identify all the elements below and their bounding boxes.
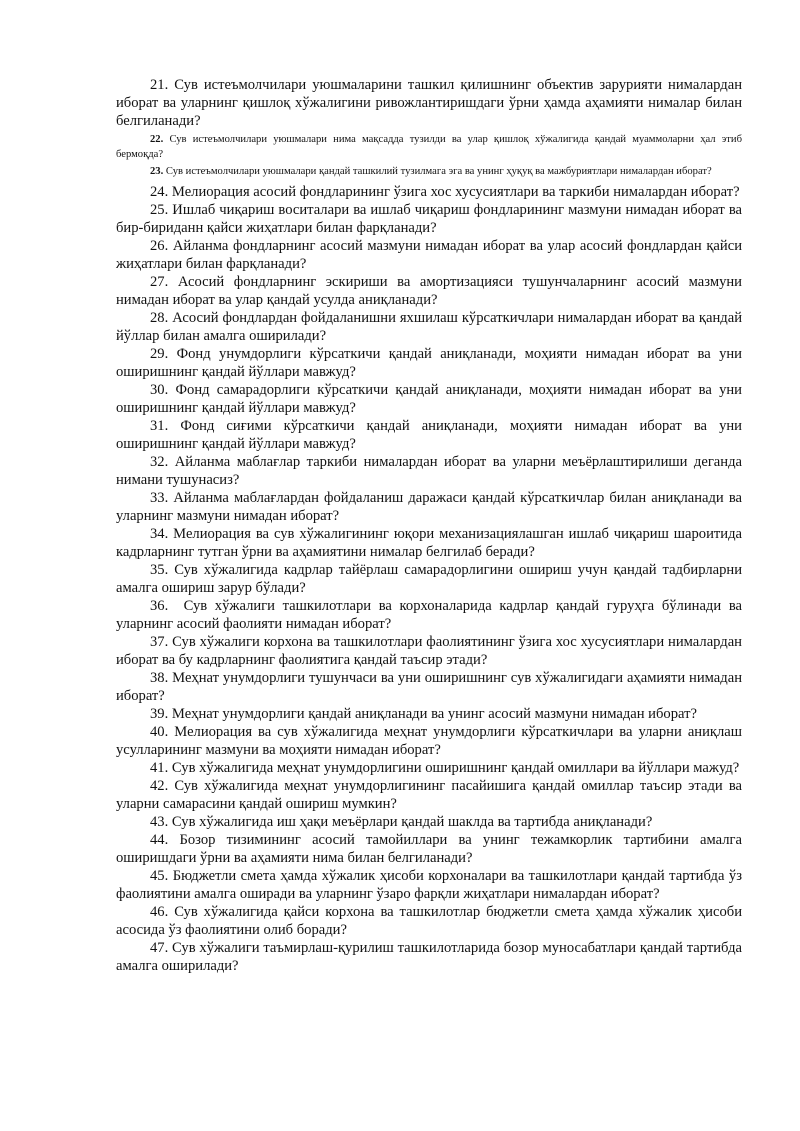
question-28 xyxy=(116,309,742,345)
question-text: Сув истеъмолчилари уюшмалари қандай ташкилий тузилмага эга ва унинг ҳуқуқ ва мажбуриятлари нималардан иборат? xyxy=(165,166,712,177)
question-number: 40. xyxy=(150,723,169,740)
question-42 xyxy=(116,777,742,813)
question-text: Сув хўжалигида меҳнат унумдорлигининг пасайишига қандай омиллар таъсир этади ва уларни самарасини қандай ошириш мумкин? xyxy=(116,777,742,812)
question-text: Фонд сиғими кўрсаткичи қандай аниқланади, моҳияти нимадан иборат ва уни оширишнинг қандай йўллари мавжуд? xyxy=(116,417,742,452)
question-text: Сув хўжалигида иш ҳақи меъёрлари қандай шаклда ва тартибда аниқланади? xyxy=(171,813,653,830)
question-text: Сув хўжалиги таъмирлаш-қурилиш ташкилотларида бозор муносабатлари қандай тартибда амалга оширилади? xyxy=(116,939,742,974)
question-number: 21. xyxy=(150,77,169,93)
question-text: Сув хўжалигида меҳнат унумдорлигини оширишнинг қандай омиллари ва йўллари мажуд? xyxy=(171,759,740,776)
question-number: 29. xyxy=(150,345,169,362)
question-39 xyxy=(116,705,742,723)
question-22 xyxy=(116,133,742,162)
question-27 xyxy=(116,273,742,309)
question-25 xyxy=(116,201,742,237)
question-number: 47. xyxy=(150,939,169,956)
question-text: Сув истеъмолчилари уюшмалари нима мақсадда тузилди ва улар қишлоқ хўжалигида қандай муаммоларни ҳал этиб бермоқда? xyxy=(116,134,742,160)
question-number: 30. xyxy=(150,381,169,398)
question-text: Сув истеъмолчилари уюшмаларини ташкил қилишнинг объектив зарурияти нималардан иборат ва уларнинг қишлоқ хўжалигини ривожлантиришдаги ўрни ҳамда аҳамияти нималар билан белгиланади? xyxy=(116,77,742,129)
question-text: Сув хўжалигида кадрлар тайёрлаш самарадорлигини ошириш учун қандай тадбирларни амалга ошириш зарур бўлади? xyxy=(116,561,742,596)
question-text: Асосий фондларнинг эскириши ва амортизацияси тушунчаларнинг асосий мазмуни нимадан иборат ва улар қандай усулда аниқланади? xyxy=(116,273,742,308)
question-23 xyxy=(116,165,742,180)
question-number: 36. xyxy=(150,597,169,614)
question-43 xyxy=(116,813,742,831)
question-45 xyxy=(116,867,742,903)
question-number: 35. xyxy=(150,561,169,578)
question-number: 22. xyxy=(150,134,164,145)
question-number: 45. xyxy=(150,867,169,884)
question-text: Мелиорация асосий фондларининг ўзига хос хусусиятлари ва таркиби нималардан иборат? xyxy=(171,183,740,200)
question-text: Сув хўжалиги ташкилотлари ва корхоналарида кадрлар қандай гуруҳга бўлинади ва уларнинг асосий фаолияти нимадан иборат? xyxy=(116,597,742,632)
question-36 xyxy=(116,597,742,633)
question-number: 24. xyxy=(150,183,169,200)
question-number: 41. xyxy=(150,759,169,776)
question-34 xyxy=(116,525,742,561)
question-37 xyxy=(116,633,742,669)
question-text: Ишлаб чиқариш воситалари ва ишлаб чиқариш фондларининг мазмуни нимадан иборат ва бир-бириданн қайси жиҳатлари билан фарқланади? xyxy=(116,201,742,236)
question-number: 38. xyxy=(150,669,169,686)
question-number: 23. xyxy=(150,166,164,177)
question-text: Фонд унумдорлиги кўрсаткичи қандай аниқланади, моҳияти нимадан иборат ва уни оширишнинг қандай йўллари мавжуд? xyxy=(116,345,742,380)
question-35 xyxy=(116,561,742,597)
question-text: Сув хўжалиги корхона ва ташкилотлари фаолиятининг ўзига хос хусусиятлари нималардан иборат ва бу кадрларнинг фаолиятига қандай таъсир этади? xyxy=(116,633,742,668)
question-number: 32. xyxy=(150,453,169,470)
question-number: 46. xyxy=(150,903,169,920)
question-number: 28. xyxy=(150,309,169,326)
question-text: Фонд самарадорлиги кўрсаткичи қандай аниқланади, моҳияти нимадан иборат ва уни оширишнинг қандай йўллари мавжуд? xyxy=(116,381,742,416)
question-number: 25. xyxy=(150,201,169,218)
question-30 xyxy=(116,381,742,417)
question-33 xyxy=(116,489,742,525)
question-number: 37. xyxy=(150,633,169,650)
question-text: Меҳнат унумдорлиги қандай аниқланади ва унинг асосий мазмуни нимадан иборат? xyxy=(171,705,697,722)
question-number: 26. xyxy=(150,237,169,254)
question-number: 27. xyxy=(150,273,169,290)
question-number: 42. xyxy=(150,777,169,794)
document-page xyxy=(116,76,742,975)
question-number: 44. xyxy=(150,831,169,848)
question-21 xyxy=(116,76,742,130)
question-text: Бюджетли смета ҳамда хўжалик ҳисоби корхоналари ва ташкилотлари қандай тартибда ўз фаолиятини амалга оширади ва уларнинг ўзаро фарқли жиҳатлари нималардан иборат? xyxy=(116,867,742,902)
question-38 xyxy=(116,669,742,705)
question-text: Мелиорация ва сув хўжалигида меҳнат унумдорлиги кўрсаткичлари ва уларни аниқлаш усулларининг мазмуни ва моҳияти нимадан иборат? xyxy=(116,723,743,758)
question-text: Бозор тизимининг асосий тамойиллари ва унинг тежамкорлик тартибини амалга оширишдаги ўрни ва аҳамияти нима билан белгиланади? xyxy=(116,831,742,866)
question-29 xyxy=(116,345,742,381)
question-44 xyxy=(116,831,742,867)
question-number: 31. xyxy=(150,417,169,434)
question-41 xyxy=(116,759,742,777)
question-text: Айланма маблағлардан фойдаланиш даражаси қандай кўрсаткичлар билан аниқланади ва уларнинг мазмуни нимадан иборат? xyxy=(116,489,742,524)
question-text: Айланма фондларнинг асосий мазмуни нимадан иборат ва улар асосий фондлардан қайси жиҳатлари билан фарқланади? xyxy=(116,237,742,272)
question-32 xyxy=(116,453,742,489)
question-47 xyxy=(116,939,742,975)
question-number: 39. xyxy=(150,705,169,722)
question-text: Асосий фондлардан фойдаланишни яхшилаш кўрсаткичлари нималардан иборат ва қандай йўллар билан амалга оширилади? xyxy=(116,309,743,344)
question-31 xyxy=(116,417,742,453)
question-46 xyxy=(116,903,742,939)
question-40 xyxy=(116,723,742,759)
question-text: Айланма маблағлар таркиби нималардан иборат ва уларни меъёрлаштирилиши деганда нимани тушунасиз? xyxy=(116,453,742,488)
question-number: 33. xyxy=(150,489,169,506)
question-text: Меҳнат унумдорлиги тушунчаси ва уни оширишнинг сув хўжалигидаги аҳамияти нимадан иборат? xyxy=(116,669,743,704)
question-24 xyxy=(116,183,742,201)
question-26 xyxy=(116,237,742,273)
question-text: Мелиорация ва сув хўжалигининг юқори механизациялашган ишлаб чиқариш шароитида кадрларнинг тутган ўрни ва аҳамиятини нималар белгилаб беради? xyxy=(116,525,742,560)
question-number: 43. xyxy=(150,813,169,830)
question-number: 34. xyxy=(150,525,169,542)
question-text: Сув хўжалигида қайси корхона ва ташкилотлар бюджетли смета ҳамда хўжалик ҳисоби асосида ўз фаолиятини олиб боради? xyxy=(116,903,742,938)
